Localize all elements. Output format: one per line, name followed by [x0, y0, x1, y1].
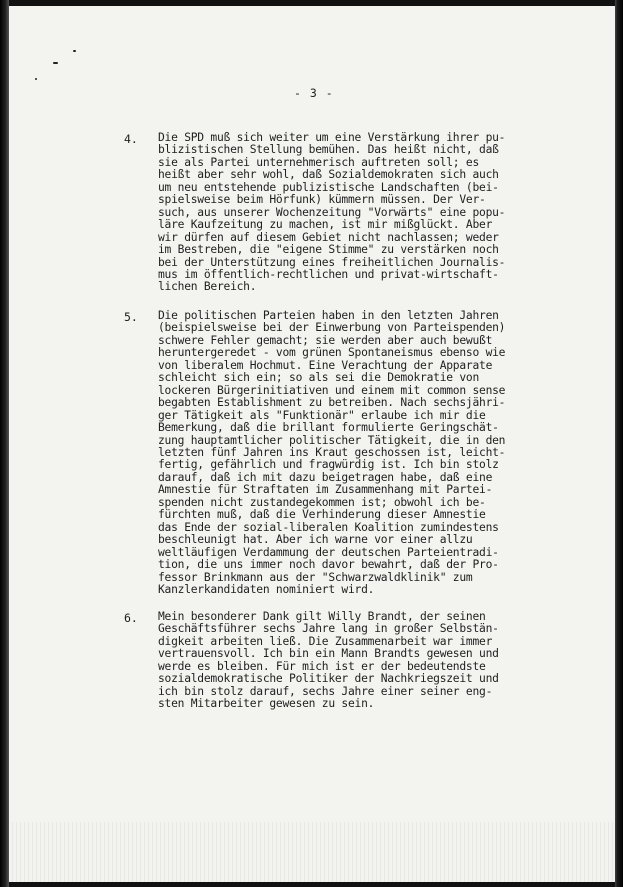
text-line: wir dürfen auf diesem Gebiet nicht nachlassen; weder [158, 230, 499, 244]
scan-border-right [615, 0, 623, 887]
text-line: blizistischen Stellung bemühen. Das heißt nicht, daß [158, 143, 499, 157]
scan-speck [73, 50, 76, 52]
text-line: begabten Establishment zu betreiben. Nach sechsjähri- [158, 396, 506, 410]
item-number: 6. [124, 611, 138, 625]
text-line: sie als Partei unternehmerisch auftreten soll; es [158, 155, 480, 169]
text-line: ger Tätigkeit als "Funktionär" erlaube ich mir die [158, 408, 486, 422]
text-line: spenden nicht zustandegekommen ist; obwohl ich be- [158, 495, 486, 509]
text-line: sozialdemokratische Politiker der Nachkriegszeit und [158, 672, 499, 686]
text-line: Amnestie für Straftaten im Zusammenhang mit Partei- [158, 483, 493, 497]
item-paragraph [158, 310, 553, 596]
text-line: fessor Brinkmann aus der "Schwarzwaldklinik" zum [158, 570, 473, 584]
item-paragraph [158, 132, 553, 294]
text-line: vertrauensvoll. Ich bin ein Mann Brandts gewesen und [158, 647, 499, 661]
text-line: um neu entstehende publizistische Landschaften (bei- [158, 180, 499, 194]
text-line: bei der Unterstützung eines freiheitlichen Journalis- [158, 255, 506, 269]
text-line: das Ende der sozial-liberalen Koalition zumindestens [158, 520, 499, 534]
text-line: von liberalem Hochmut. Eine Verachtung der Apparate [158, 358, 493, 372]
document-page [9, 6, 615, 882]
text-line: spielsweise beim Hörfunk) kümmern müssen. Der Ver- [158, 193, 486, 207]
text-line: darauf, daß ich mit dazu beigetragen habe, daß eine [158, 470, 493, 484]
text-line: zung hauptamtlicher politischer Tätigkeit, die in den [158, 433, 506, 447]
text-line: schleicht sich ein; so als sei die Demokratie von [158, 371, 480, 385]
scan-noise [9, 822, 615, 882]
text-line: (beispielsweise bei der Einwerbung von Parteispenden) [158, 321, 506, 335]
text-line: fürchten muß, daß die Verhinderung dieser Amnestie [158, 508, 486, 522]
page-number: - 3 - [294, 86, 334, 100]
text-line: im Bestreben, die "eigene Stimme" zu verstärken noch [158, 243, 499, 257]
text-line: lichen Bereich. [158, 280, 257, 294]
text-line: digkeit arbeiten ließ. Die Zusammenarbeit war immer [158, 634, 493, 648]
text-line: tion, die uns immer noch davor bewahrt, daß der Pro- [158, 558, 499, 572]
text-line: Geschäftsführer sechs Jahre lang in großer Selbstän- [158, 622, 499, 636]
text-line: beschleunigt hat. Aber ich warne vor einer allzu [158, 533, 473, 547]
text-line: sten Mitarbeiter gewesen zu sein. [158, 697, 375, 711]
item-number: 5. [124, 310, 138, 324]
text-line: läre Kaufzeitung zu machen, ist mir mißglückt. Aber [158, 218, 493, 232]
text-line: letzten fünf Jahren ins Kraut geschossen ist, leicht- [158, 445, 506, 459]
scan-speck [35, 78, 37, 80]
text-line: Mein besonderer Dank gilt Willy Brandt, der seinen [158, 610, 486, 623]
text-line: heruntergeredet - vom grünen Spontaneismus ebenso wie [158, 346, 506, 360]
text-line: lockeren Bürgerinitiativen und einem mit common sense [158, 383, 506, 397]
text-line: Die politischen Parteien haben in den letzten Jahren [158, 309, 499, 322]
text-line: schwere Fehler gemacht; sie werden aber auch bewußt [158, 333, 493, 347]
item-paragraph [158, 611, 553, 711]
text-line: such, aus unserer Wochenzeitung "Vorwärts" eine popu- [158, 205, 506, 219]
text-line: mus im öffentlich-rechtlichen und privat-wirtschaft- [158, 267, 499, 281]
scan-border-left [0, 0, 9, 887]
text-line: weltläufigen Verdammung der deutschen Parteientradi- [158, 545, 499, 559]
text-line: heißt aber sehr wohl, daß Sozialdemokraten sich auch [158, 168, 499, 182]
text-line: fertig, gefährlich und fragwürdig ist. Ich bin stolz [158, 458, 499, 472]
item-number: 4. [124, 132, 138, 146]
text-line: Die SPD muß sich weiter um eine Verstärkung ihrer pu- [158, 131, 506, 144]
text-line: Kanzlerkandidaten nominiert wird. [158, 582, 375, 596]
scan-speck [53, 62, 58, 64]
text-line: werde es bleiben. Für mich ist er der bedeutendste [158, 659, 486, 673]
text-line: ich bin stolz darauf, sechs Jahre einer seiner eng- [158, 684, 493, 698]
text-line: Bemerkung, daß die brillant formulierte Geringschät- [158, 421, 499, 435]
